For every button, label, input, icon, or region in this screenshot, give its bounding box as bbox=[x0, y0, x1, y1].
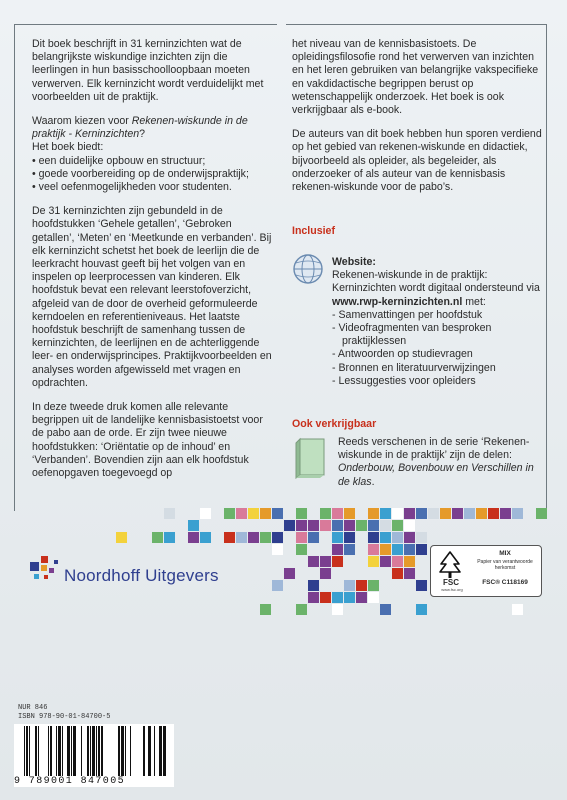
barcode-bar bbox=[130, 726, 131, 776]
website-item: - Videofragmenten van besproken praktijklessen bbox=[332, 322, 544, 348]
mosaic-tile bbox=[332, 544, 343, 555]
ook-text-2: . bbox=[371, 475, 375, 488]
mosaic-tile bbox=[236, 508, 247, 519]
mosaic-tile bbox=[320, 568, 331, 579]
offer-item: • goede voorbereiding op de onderwijspraktijk; bbox=[32, 168, 276, 181]
mosaic-tile bbox=[272, 508, 283, 519]
mosaic-tile bbox=[404, 508, 415, 519]
mosaic-tile bbox=[380, 508, 391, 519]
mosaic-tile bbox=[404, 532, 415, 543]
mosaic-tile bbox=[260, 604, 271, 615]
mosaic-tile bbox=[416, 604, 427, 615]
mosaic-tile bbox=[284, 520, 295, 531]
intro-paragraph: Dit boek beschrijft in 31 kerninzichten wat de belangrijkste wiskundige inzichten zijn die leerlingen in hun basisschoolloopbaan moeten verwerven. Elk kerninzicht wordt verduidelijkt met voorbeelden uit de praktijk. bbox=[32, 38, 264, 103]
barcode-bar bbox=[48, 726, 49, 776]
question-title: Rekenen-wiskunde in de praktijk - Kerninzichten bbox=[32, 115, 248, 141]
fsc-url: www.fsc.org bbox=[441, 587, 463, 592]
barcode-bar bbox=[118, 726, 120, 776]
barcode-bar bbox=[163, 726, 166, 776]
mosaic-tile bbox=[224, 508, 235, 519]
right-column bbox=[292, 38, 542, 205]
mosaic-tile bbox=[404, 544, 415, 555]
website-text-2: met: bbox=[462, 295, 486, 308]
mosaic-tile bbox=[320, 592, 331, 603]
question-prefix: Waarom kiezen voor bbox=[32, 115, 132, 128]
mosaic-tile bbox=[368, 532, 379, 543]
mosaic-tile bbox=[488, 508, 499, 519]
mosaic-tile bbox=[152, 532, 163, 543]
mosaic-tile bbox=[452, 508, 463, 519]
website-label: Website: bbox=[332, 256, 376, 268]
mosaic-tile bbox=[392, 568, 403, 579]
mosaic-tile bbox=[308, 592, 319, 603]
barcode-bar bbox=[67, 726, 70, 776]
mosaic-tile bbox=[332, 508, 343, 519]
mosaic-tile bbox=[332, 520, 343, 531]
mosaic-tile bbox=[392, 520, 403, 531]
barcode-bar bbox=[73, 726, 76, 776]
mosaic-tile bbox=[512, 604, 523, 615]
mosaic-tile bbox=[272, 580, 283, 591]
noordhoff-logo-icon bbox=[30, 556, 62, 584]
mosaic-tile bbox=[368, 556, 379, 567]
mosaic-tile bbox=[368, 580, 379, 591]
offers-label: Het boek biedt: bbox=[32, 141, 104, 154]
website-url-link[interactable]: www.rwp-kerninzichten.nl bbox=[332, 295, 463, 308]
mosaic-tile bbox=[260, 508, 271, 519]
barcode-bar bbox=[98, 726, 100, 776]
fsc-code: FSC® C118169 bbox=[482, 579, 528, 586]
publisher-name: Noordhoff Uitgevers bbox=[64, 566, 219, 585]
website-item: - Bronnen en literatuurverwijzingen bbox=[332, 362, 544, 375]
mosaic-tile bbox=[464, 508, 475, 519]
mosaic-tile bbox=[320, 508, 331, 519]
mosaic-tile bbox=[368, 544, 379, 555]
barcode-bar bbox=[143, 726, 145, 776]
barcode-bar bbox=[121, 726, 124, 776]
mosaic-tile bbox=[392, 544, 403, 555]
fsc-logo-text: FSC bbox=[443, 578, 459, 587]
barcode-bar bbox=[125, 726, 126, 776]
mosaic-tile bbox=[164, 508, 175, 519]
barcode-bar bbox=[92, 726, 95, 776]
website-text-1: Rekenen-wiskunde in de praktijk: Kerninzichten wordt digitaal ondersteund via bbox=[332, 269, 540, 295]
mosaic-tile bbox=[224, 532, 235, 543]
mosaic-tile bbox=[272, 532, 283, 543]
ook-series-titles: Onderbouw, Bovenbouw en Verschillen in de klas bbox=[338, 462, 534, 488]
mosaic-tile bbox=[116, 532, 127, 543]
mosaic-tile bbox=[200, 532, 211, 543]
mosaic-tile bbox=[296, 544, 307, 555]
mosaic-tile bbox=[296, 520, 307, 531]
mosaic-tile bbox=[536, 508, 547, 519]
barcode-bar bbox=[56, 726, 57, 776]
barcode-bar bbox=[90, 726, 91, 776]
mosaic-tile bbox=[308, 520, 319, 531]
fsc-mix: MIX bbox=[499, 550, 511, 557]
barcode-bar bbox=[24, 726, 25, 776]
mosaic-tile bbox=[248, 508, 259, 519]
mosaic-tile bbox=[296, 508, 307, 519]
mosaic-tile bbox=[344, 508, 355, 519]
mosaic-tile bbox=[392, 508, 403, 519]
mosaic-tile bbox=[476, 508, 487, 519]
mosaic-tile bbox=[404, 556, 415, 567]
barcode-bar bbox=[96, 726, 97, 776]
mosaic-tile bbox=[380, 532, 391, 543]
ook-verkrijgbaar-heading: Ook verkrijgbaar bbox=[292, 418, 377, 430]
mosaic-tile bbox=[344, 544, 355, 555]
website-item: - Lessuggesties voor opleiders bbox=[332, 375, 544, 388]
inclusief-heading: Inclusief bbox=[292, 225, 335, 237]
mosaic-tile bbox=[236, 532, 247, 543]
fsc-label bbox=[430, 545, 542, 597]
barcode-bar bbox=[26, 726, 28, 776]
mosaic-tile bbox=[332, 604, 343, 615]
mosaic-tile bbox=[512, 508, 523, 519]
mosaic-tile bbox=[368, 592, 379, 603]
offer-item: • een duidelijke opbouw en structuur; bbox=[32, 155, 276, 168]
mosaic-tile bbox=[380, 544, 391, 555]
fsc-tree-icon bbox=[437, 550, 463, 580]
chapters-paragraph: De 31 kerninzichten zijn gebundeld in de hoofdstukken ‘Gehele getallen’, ‘Gebroken getallen’, ‘Meten’ en ‘Meetkunde en verbanden’. Bij elk kerninzicht schetst het boek de leerlijn die de leerkracht houvast geeft bij het volgen van en inspelen op leerprocessen van kinderen. Elk hoofdstuk bevat een relevant leerstofoverzicht, afgeleid van de door de overheid geformuleerde kerndoelen en referentieniveaus. Het laatste hoofdstuk beschrijft de samenhang tussen de kerninzichten, de leerlijnen en de achterliggende leer- en onderwijsprincipes. Praktijkvoorbeelden en analyses worden afgewisseld met vragen en opdrachten. bbox=[32, 205, 272, 389]
mosaic-tile bbox=[392, 532, 403, 543]
authors-paragraph: De auteurs van dit boek hebben hun sporen verdiend op het gebied van rekenen-wiskunde en didactiek, bijvoorbeeld als opleider, als begeleider, als onderzoeker of als auteur van de kennisbasis rekenen-wiskunde voor de pabo’s. bbox=[292, 128, 542, 194]
mosaic-tile bbox=[380, 556, 391, 567]
mosaic-tile bbox=[440, 508, 451, 519]
website-block bbox=[332, 256, 544, 388]
website-items-list bbox=[332, 309, 544, 388]
mosaic-tile bbox=[308, 556, 319, 567]
ook-text-1: Reeds verschenen in de serie ‘Rekenen-wiskunde in de praktijk’ zijn de delen: bbox=[338, 436, 530, 462]
mosaic-tile bbox=[416, 532, 427, 543]
mosaic-tile bbox=[344, 532, 355, 543]
website-item: - Samenvattingen per hoofdstuk bbox=[332, 309, 544, 322]
nur-isbn-block bbox=[18, 704, 110, 721]
mosaic-tile bbox=[332, 592, 343, 603]
barcode-bar bbox=[71, 726, 72, 776]
mosaic-tile bbox=[500, 508, 511, 519]
barcode-bar bbox=[87, 726, 89, 776]
mosaic-tile bbox=[380, 604, 391, 615]
mosaic-tile bbox=[368, 508, 379, 519]
barcode-digits: 9 789001 847005 bbox=[14, 776, 174, 787]
barcode-bar bbox=[35, 726, 37, 776]
question-suffix: ? bbox=[139, 128, 146, 141]
barcode-bar bbox=[38, 726, 39, 776]
mosaic-tile bbox=[416, 580, 427, 591]
mosaic-tile bbox=[416, 508, 427, 519]
website-text bbox=[332, 269, 544, 309]
mosaic-tile bbox=[164, 532, 175, 543]
mosaic-tile bbox=[320, 556, 331, 567]
mosaic-tile bbox=[404, 520, 415, 531]
globe-icon bbox=[292, 253, 324, 285]
mosaic-tile bbox=[260, 532, 271, 543]
left-column bbox=[32, 38, 276, 491]
ook-verkrijgbaar-text bbox=[338, 436, 544, 489]
continuation-paragraph: het niveau van de kennisbasistoets. De opleidingsfilosofie rond het verwerven van inzichten en het leren gebruiken van belangrijke vakspecifieke en vakdidactische begrippen berust op wetenschappelijk onderzoek. Het boek is ook verkrijgbaar als e-book. bbox=[292, 38, 539, 117]
barcode-bar bbox=[154, 726, 155, 776]
mosaic-tile bbox=[296, 532, 307, 543]
mosaic-tile bbox=[368, 520, 379, 531]
third-edition-paragraph: In deze tweede druk komen alle relevante begrippen uit de landelijke kennisbasistoetst voor de pabo aan de orde. Er zijn twee nieuwe hoofdstukken: ‘Oriëntatie op de inhoud’ en ‘Verbanden’. Bovendien zijn aan elk hoofdstuk oefenopgaven toegevoegd op bbox=[32, 401, 263, 480]
mosaic-tile bbox=[428, 508, 439, 519]
mosaic-tile bbox=[332, 532, 343, 543]
isbn-code: ISBN 978-90-01-84700-5 bbox=[18, 712, 111, 721]
fsc-paper-text: Papier van verantwoorde herkomst bbox=[477, 559, 533, 571]
mosaic-tile bbox=[188, 520, 199, 531]
question-paragraph bbox=[32, 115, 276, 141]
mosaic-tile bbox=[284, 568, 295, 579]
barcode-bar bbox=[101, 726, 103, 776]
mosaic-tile bbox=[404, 568, 415, 579]
mosaic-tile bbox=[392, 556, 403, 567]
mosaic-tile bbox=[356, 592, 367, 603]
barcode-bar bbox=[29, 726, 30, 776]
barcode-bar bbox=[58, 726, 61, 776]
nur-code: NUR 846 bbox=[18, 704, 48, 712]
website-item: - Antwoorden op studievragen bbox=[332, 348, 544, 361]
mosaic-tile bbox=[296, 604, 307, 615]
barcode-bar bbox=[159, 726, 162, 776]
mosaic-tile bbox=[200, 508, 211, 519]
mosaic-tile bbox=[308, 532, 319, 543]
mosaic-tile bbox=[188, 532, 199, 543]
mosaic-tile bbox=[416, 544, 427, 555]
barcode-bar bbox=[62, 726, 63, 776]
mosaic-tile bbox=[272, 544, 283, 555]
mosaic-tile bbox=[344, 520, 355, 531]
mosaic-tile bbox=[356, 580, 367, 591]
barcode-bar bbox=[50, 726, 52, 776]
mosaic-tile bbox=[356, 520, 367, 531]
offer-item: • veel oefenmogelijkheden voor studenten. bbox=[32, 181, 276, 194]
offers-list bbox=[32, 155, 276, 195]
barcode-bar bbox=[148, 726, 151, 776]
mosaic-tile bbox=[344, 580, 355, 591]
mosaic-tile bbox=[248, 532, 259, 543]
mosaic-tile bbox=[308, 580, 319, 591]
mosaic-tile bbox=[380, 520, 391, 531]
book-icon bbox=[294, 437, 328, 479]
barcode-bar bbox=[81, 726, 82, 776]
mosaic-tile bbox=[344, 592, 355, 603]
mosaic-tile bbox=[320, 520, 331, 531]
mosaic-tile bbox=[332, 556, 343, 567]
